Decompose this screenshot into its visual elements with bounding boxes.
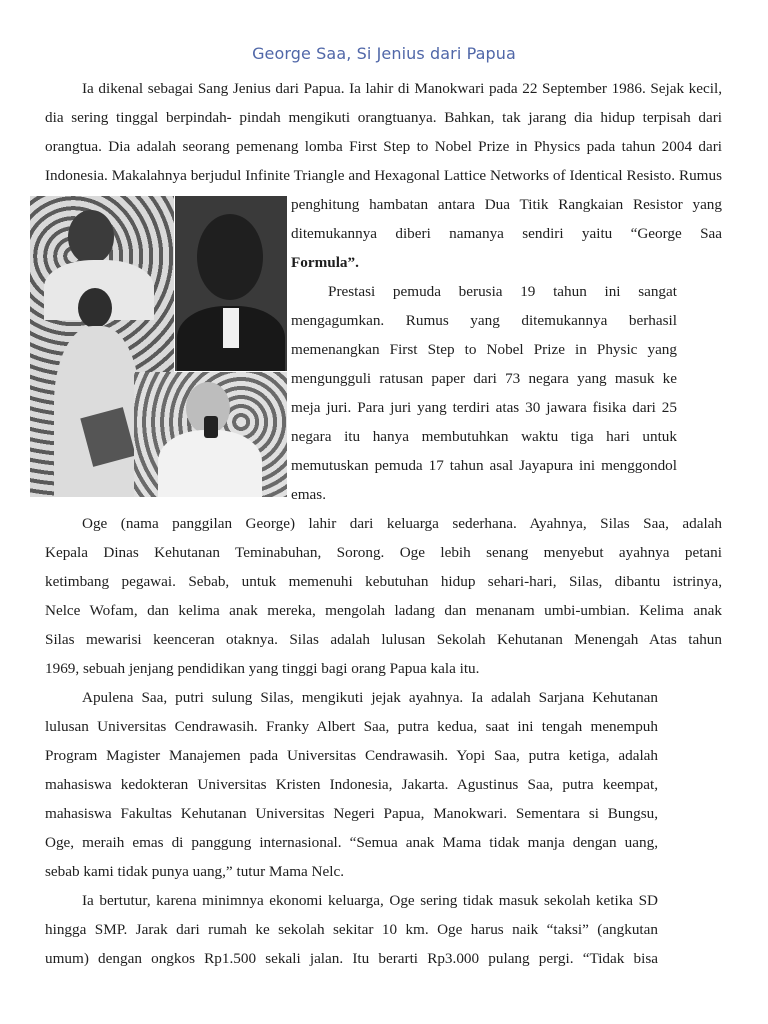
photo-george-portrait (175, 196, 287, 371)
text-line: memenangkan First Step to Nobel Prize in Physic yang (291, 341, 677, 358)
text-line: ditemukannya diberi namanya sendiri yaitu “George Saa (291, 225, 722, 242)
text-line: penghitung hambatan antara Dua Titik Rangkaian Resistor yang (291, 196, 722, 213)
text-line: Ia dikenal sebagai Sang Jenius dari Papua. Ia lahir di Manokwari pada 22 September 1986. Sejak kecil, (82, 80, 722, 97)
text-line: Indonesia. Makalahnya berjudul Infinite Triangle and Hexagonal Lattice Networks of Identical Resisto. Rumus (45, 167, 722, 184)
text-line: mahasiswa Fakultas Kehutanan Universitas Negeri Papua, Manokwari. Sementara si Bungsu, (45, 805, 658, 822)
text-line: sebab kami tidak punya uang,” tutur Mama Nelc. (45, 863, 345, 880)
text-line: Ia bertutur, karena minimnya ekonomi keluarga, Oge sering tidak masuk sekolah ketika SD (82, 892, 658, 909)
text-line: dia sering tinggal berpindah- pindah mengikuti orangtuanya. Bahkan, tak jarang dia hidup terpisah dari (45, 109, 722, 126)
text-line: Oge (nama panggilan George) lahir dari keluarga sederhana. Ayahnya, Silas Saa, adalah (82, 515, 722, 532)
text-line: Kepala Dinas Kehutanan Teminabuhan, Sorong. Oge lebih senang menyebut ayahnya petani (45, 544, 722, 561)
text-line: orangtua. Dia adalah seorang pemenang lomba First Step to Nobel Prize in Physics pada tahun 2004 dari (45, 138, 722, 155)
text-line: memutuskan pemuda 17 tahun asal Jayapura ini menggondol (291, 457, 677, 474)
text-line: Silas mewarisi keenceran otaknya. Silas adalah lulusan Sekolah Kehutanan Menengah Atas tahun (45, 631, 722, 648)
text-line: mengagumkan. Rumus yang ditemukannya berhasil (291, 312, 677, 329)
text-line: hingga SMP. Jarak dari rumah ke sekolah sekitar 10 km. Oge harus naik “taksi” (angkutan (45, 921, 658, 938)
text-line: Apulena Saa, putri sulung Silas, mengikuti jejak ayahnya. Ia adalah Sarjana Kehutanan (82, 689, 658, 706)
text-line: Nelce Wofam, dan kelima anak mereka, mengolah ladang dan menanam umbi-umbian. Kelima anak (45, 602, 722, 619)
photo-george-with-phone (134, 372, 287, 497)
text-line: lulusan Universitas Cendrawasih. Franky Albert Saa, putra kedua, saat ini tengah menempuh (45, 718, 658, 735)
text-line: mahasiswa kedokteran Universitas Kristen Indonesia, Jakarta. Agustinus Saa, putra keempat, (45, 776, 658, 793)
text-line: Oge, meraih emas di panggung internasional. “Semua anak Mama tidak manja dengan uang, (45, 834, 658, 851)
text-line: negara itu hanya membutuhkan waktu tiga hari untuk (291, 428, 677, 445)
text-line: mengungguli ratusan paper dari 73 negara yang masuk ke (291, 370, 677, 387)
text-line: umum) dengan ongkos Rp1.500 sekali jalan. Itu berarti Rp3.000 pulang pergi. “Tidak bisa (45, 950, 658, 967)
text-line: Formula”. (291, 254, 359, 271)
photo-collage (30, 196, 287, 497)
text-line: 1969, sebuah jenjang pendidikan yang tinggi bagi orang Papua kala itu. (45, 660, 480, 677)
text-line: ketimbang pegawai. Sebab, untuk memenuhi kebutuhan hidup sehari-hari, Silas, dibantu istrinya, (45, 573, 722, 590)
text-line: emas. (291, 486, 327, 503)
text-line: Prestasi pemuda berusia 19 tahun ini sangat (328, 283, 677, 300)
article-title: George Saa, Si Jenius dari Papua (252, 44, 516, 63)
text-line: meja juri. Para juri yang terdiri atas 30 jawara fisika dari 25 (291, 399, 677, 416)
text-line: Program Magister Manajemen pada Universitas Cendrawasih. Yopi Saa, putra ketiga, adalah (45, 747, 658, 764)
